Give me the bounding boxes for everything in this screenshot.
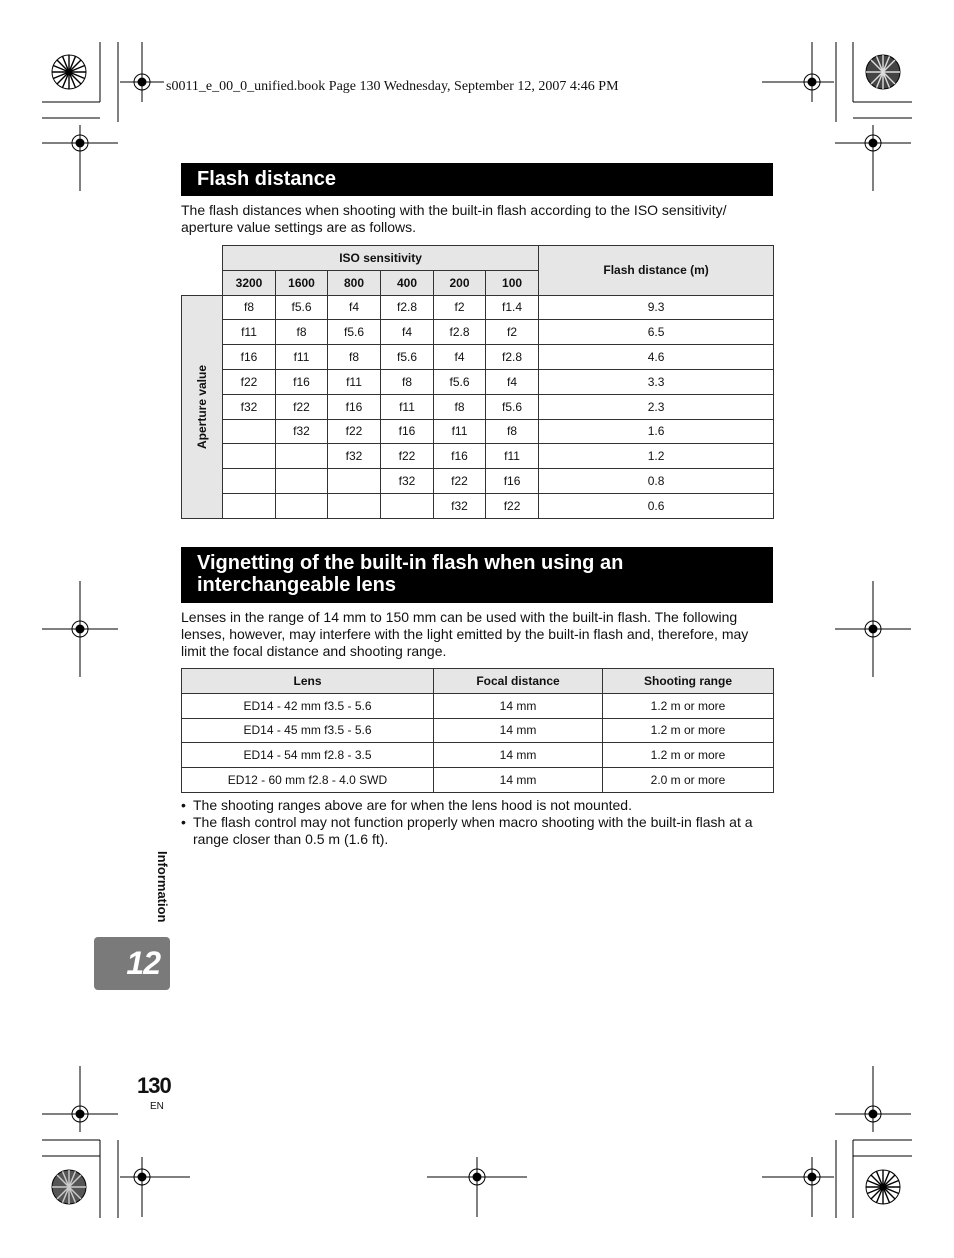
bullet-icon: • <box>181 814 186 830</box>
aperture-cell: f8 <box>486 419 539 444</box>
aperture-cell: f4 <box>328 295 381 320</box>
lens-table <box>181 668 774 793</box>
note-item <box>181 814 773 848</box>
iso-sensitivity-header: ISO sensitivity <box>223 246 539 271</box>
flash-distance-cell: 1.6 <box>539 419 774 444</box>
flash-distance-cell: 4.6 <box>539 345 774 370</box>
aperture-cell: f32 <box>381 469 434 494</box>
iso-value-header: 100 <box>486 270 539 295</box>
lens-table-cell: ED14 - 42 mm f3.5 - 5.6 <box>182 693 434 718</box>
lens-table-cell: 1.2 m or more <box>603 718 774 743</box>
table-row <box>182 345 774 370</box>
aperture-cell: f2.8 <box>434 320 486 345</box>
aperture-cell <box>276 469 328 494</box>
notes-list <box>181 797 773 848</box>
lens-table-cell: ED12 - 60 mm f2.8 - 4.0 SWD <box>182 768 434 793</box>
table-corner <box>182 246 223 296</box>
note-item <box>181 797 773 814</box>
aperture-cell: f11 <box>328 369 381 394</box>
aperture-cell <box>328 493 381 518</box>
aperture-cell <box>223 419 276 444</box>
aperture-cell: f8 <box>381 369 434 394</box>
aperture-cell: f32 <box>328 444 381 469</box>
aperture-cell: f11 <box>434 419 486 444</box>
lens-table-cell: 14 mm <box>434 693 603 718</box>
flash-distance-cell: 2.3 <box>539 394 774 419</box>
lens-table-cell: ED14 - 54 mm f2.8 - 3.5 <box>182 743 434 768</box>
aperture-cell <box>223 469 276 494</box>
flash-distance-cell: 3.3 <box>539 369 774 394</box>
aperture-cell: f16 <box>276 369 328 394</box>
print-slug: s0011_e_00_0_unified.book Page 130 Wednesday, September 12, 2007 4:46 PM <box>166 79 619 94</box>
flash-distance-cell: 0.8 <box>539 469 774 494</box>
aperture-cell: f5.6 <box>486 394 539 419</box>
aperture-cell <box>276 444 328 469</box>
chapter-tab: 12 <box>94 937 170 990</box>
aperture-cell: f1.4 <box>486 295 539 320</box>
aperture-cell: f16 <box>486 469 539 494</box>
aperture-cell: f32 <box>434 493 486 518</box>
chapter-side-label: Information <box>155 851 170 923</box>
aperture-cell: f16 <box>381 419 434 444</box>
section-title-line: Vignetting of the built-in flash when using an <box>197 552 624 574</box>
table-row <box>182 693 774 718</box>
lens-table-cell: 14 mm <box>434 718 603 743</box>
aperture-cell: f8 <box>434 394 486 419</box>
aperture-cell: f11 <box>381 394 434 419</box>
table-row <box>182 295 774 320</box>
table-row <box>182 369 774 394</box>
iso-value-header: 1600 <box>276 270 328 295</box>
aperture-cell: f5.6 <box>434 369 486 394</box>
aperture-cell: f22 <box>276 394 328 419</box>
lens-table-cell: ED14 - 45 mm f3.5 - 5.6 <box>182 718 434 743</box>
iso-value-header: 200 <box>434 270 486 295</box>
aperture-value-label: Aperture value <box>195 364 209 449</box>
aperture-cell <box>328 469 381 494</box>
flash-distance-cell: 1.2 <box>539 444 774 469</box>
bullet-icon: • <box>181 797 186 813</box>
aperture-cell: f2.8 <box>381 295 434 320</box>
flash-distance-header: Flash distance (m) <box>539 246 774 296</box>
aperture-cell: f4 <box>434 345 486 370</box>
aperture-cell: f8 <box>328 345 381 370</box>
iso-value-header: 3200 <box>223 270 276 295</box>
aperture-cell: f22 <box>434 469 486 494</box>
table-row <box>182 718 774 743</box>
aperture-cell: f8 <box>223 295 276 320</box>
aperture-cell <box>223 493 276 518</box>
aperture-cell: f16 <box>434 444 486 469</box>
section-title-vignetting <box>181 547 773 603</box>
flash-distance-cell: 0.6 <box>539 493 774 518</box>
aperture-cell: f22 <box>486 493 539 518</box>
aperture-cell: f5.6 <box>276 295 328 320</box>
note-text: The shooting ranges above are for when the lens hood is not mounted. <box>193 797 632 813</box>
aperture-cell: f5.6 <box>328 320 381 345</box>
table-row <box>182 419 774 444</box>
aperture-cell: f16 <box>328 394 381 419</box>
aperture-cell <box>276 493 328 518</box>
aperture-cell: f16 <box>223 345 276 370</box>
iso-value-header: 400 <box>381 270 434 295</box>
aperture-cell: f22 <box>328 419 381 444</box>
page-language: EN <box>150 1101 164 1112</box>
iso-value-header: 800 <box>328 270 381 295</box>
aperture-cell: f2 <box>486 320 539 345</box>
lens-table-cell: 1.2 m or more <box>603 693 774 718</box>
section-title-flash-distance: Flash distance <box>181 163 773 196</box>
lens-table-header: Focal distance <box>434 669 603 694</box>
aperture-value-label-cell <box>182 295 223 518</box>
lens-table-cell: 14 mm <box>434 743 603 768</box>
aperture-cell: f4 <box>486 369 539 394</box>
table-row <box>182 469 774 494</box>
aperture-cell: f2.8 <box>486 345 539 370</box>
aperture-cell: f5.6 <box>381 345 434 370</box>
page-number: 130 <box>137 1073 171 1098</box>
aperture-cell: f11 <box>486 444 539 469</box>
aperture-cell: f22 <box>223 369 276 394</box>
note-text: The flash control may not function properly when macro shooting with the built-in flash at a range closer than 0.5 m (1.6 ft). <box>193 814 753 847</box>
flash-distance-cell: 6.5 <box>539 320 774 345</box>
aperture-cell: f8 <box>276 320 328 345</box>
flash-distance-intro: The flash distances when shooting with the built-in flash according to the ISO sensitivity/ aperture value settings are as follows. <box>181 202 727 235</box>
table-row <box>182 493 774 518</box>
aperture-cell <box>381 493 434 518</box>
aperture-cell: f32 <box>223 394 276 419</box>
table-row <box>182 320 774 345</box>
flash-distance-table <box>181 245 774 519</box>
aperture-cell: f32 <box>276 419 328 444</box>
lens-table-header: Lens <box>182 669 434 694</box>
lens-table-cell: 14 mm <box>434 768 603 793</box>
vignetting-intro: Lenses in the range of 14 mm to 150 mm can be used with the built-in flash. The following lenses, however, may interfere with the light emitted by the built-in flash and, therefore, may limit the focal distance and shooting range. <box>181 609 749 659</box>
flash-distance-cell: 9.3 <box>539 295 774 320</box>
table-row <box>182 444 774 469</box>
section-title-line: interchangeable lens <box>197 574 396 596</box>
aperture-cell: f4 <box>381 320 434 345</box>
lens-table-cell: 2.0 m or more <box>603 768 774 793</box>
lens-table-cell: 1.2 m or more <box>603 743 774 768</box>
aperture-cell: f11 <box>223 320 276 345</box>
table-row <box>182 743 774 768</box>
table-row <box>182 768 774 793</box>
aperture-cell: f11 <box>276 345 328 370</box>
aperture-cell: f22 <box>381 444 434 469</box>
aperture-cell: f2 <box>434 295 486 320</box>
table-row <box>182 394 774 419</box>
aperture-cell <box>223 444 276 469</box>
lens-table-header: Shooting range <box>603 669 774 694</box>
